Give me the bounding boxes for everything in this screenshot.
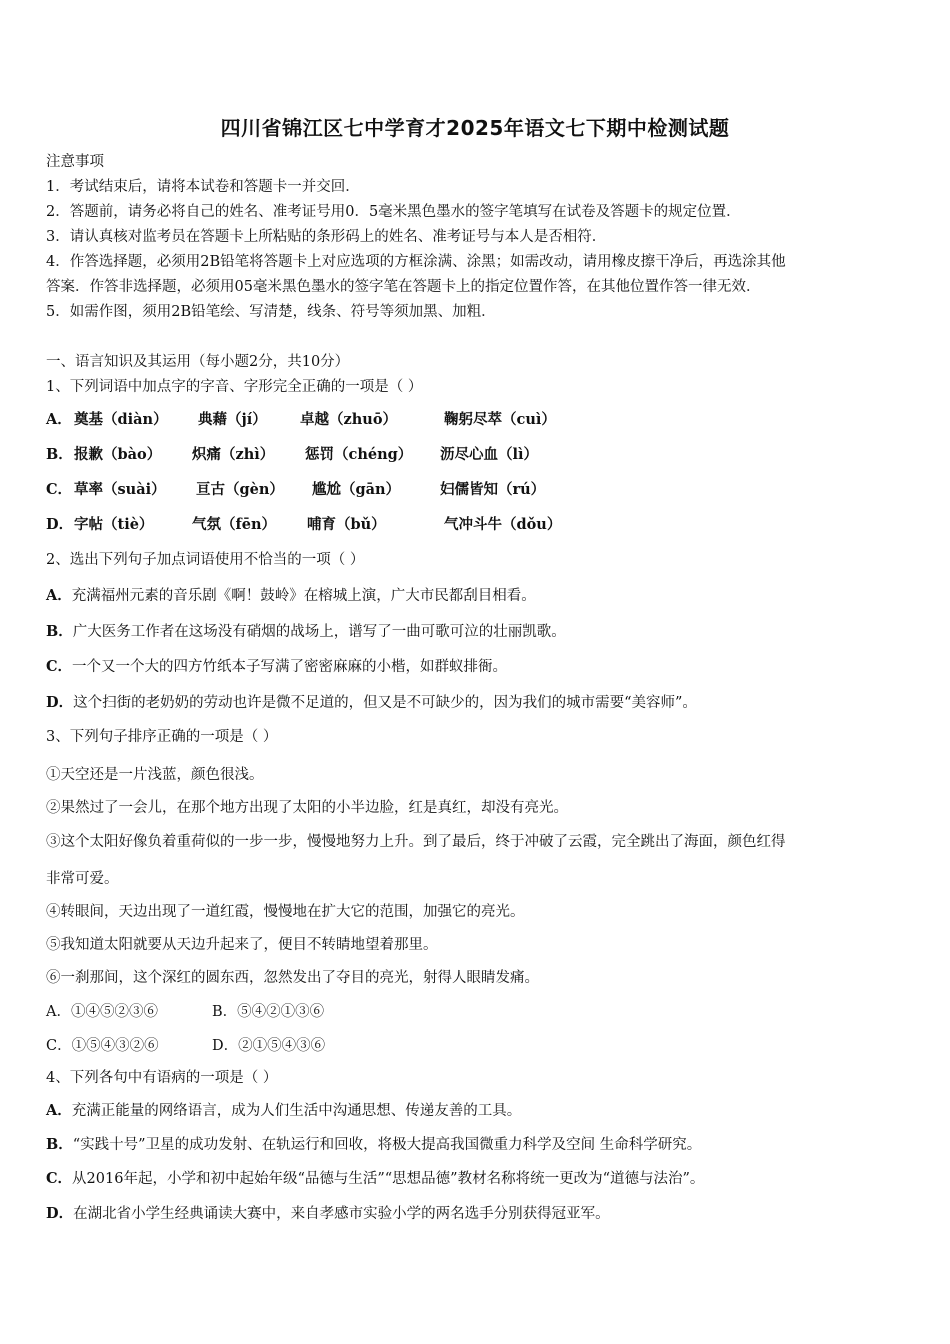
notice-heading: 注意事项 [46,154,104,170]
q1-option-c-word: 草率（suài） [74,481,166,498]
q2-option-text: 一个又一个大的四方竹纸本子写满了密密麻麻的小楷，如群蚁排衙。 [72,659,508,675]
q3-option-text: ①⑤④③②⑥ [71,1038,159,1054]
q1-option-d-label: D． [46,516,74,533]
q3-option-label: A． [46,1004,71,1020]
q3-option-label: D． [212,1038,239,1054]
q2-option-d [46,693,697,713]
q3-option-label: C． [46,1038,72,1054]
q2-option-a [46,586,536,606]
q4-option-label: D． [46,1205,74,1222]
q4-option-text: “实践十号”卫星的成功发射、在轨运行和回收，将极大提高我国微重力科学及空间 生命科学研究。 [72,1137,702,1153]
q3-sentence: ⑤我知道太阳就要从天边升起来了，便目不转睛地望着那里。 [46,937,438,953]
q1-option-c-word: 亘古（gèn） [196,481,284,498]
q1-option-b-word: 报歉（bào） [74,446,162,463]
q1-option-c-word: 妇儒皆知（rú） [440,481,546,498]
q1-option-d-word: 哺育（bǔ） [307,516,386,533]
notice-item: 3．请认真核对监考员在答题卡上所粘贴的条形码上的姓名、准考证号与本人是否相符． [46,229,607,245]
q4-option-text: 充满正能量的网络语言，成为人们生活中沟通思想、传递友善的工具。 [71,1103,522,1119]
q1-option-b-word: 炽痛（zhì） [192,446,275,463]
q1-option-d-word: 字帖（tiè） [74,516,154,533]
notice-item: 4．作答选择题，必须用2B铅笔将答题卡上对应选项的方框涂满、涂黑；如需改动，请用橡皮擦干净后，再选涂其他 [46,254,786,270]
q4-option-a [46,1101,521,1121]
notice-item: 1．考试结束后，请将本试卷和答题卡一并交回． [46,179,360,195]
page-title: 四川省锦江区七中学育才2025年语文七下期中检测试题 [220,116,730,140]
notice-item: 5．如需作图，须用2B铅笔绘、写清楚，线条、符号等须加黑、加粗． [46,304,496,320]
q2-option-label: B． [46,623,73,640]
q1-option-d-word: 气冲斗牛（dǒu） [444,516,562,533]
question-4-stem: 4、下列各句中有语病的一项是（ ） [46,1070,278,1086]
q3-sentence: ③这个太阳好像负着重荷似的一步一步，慢慢地努力上升。到了最后，终于冲破了云霞，完全跳出了海面，颜色红得 [46,834,786,850]
q4-option-c [46,1169,704,1189]
q2-option-label: D． [46,694,74,711]
q3-option-c [46,1036,159,1056]
q4-option-label: B． [46,1136,73,1153]
q3-option-text: ⑤④②①③⑥ [237,1004,325,1020]
q2-option-text: 广大医务工作者在这场没有硝烟的战场上，谱写了一曲可歌可泣的壮丽凯歌。 [72,624,566,640]
notice-item: 答案．作答非选择题，必须用05毫米黑色墨水的签字笔在答题卡上的指定位置作答，在其他位置作答一律无效． [46,279,761,295]
q1-option-c-label: C． [46,481,73,498]
q4-option-b [46,1135,701,1155]
notice-item: 2．答题前，请务必将自己的姓名、准考证号用0．5毫米黑色墨水的签字笔填写在试卷及答题卡的规定位置． [46,204,741,220]
q3-sentence: 非常可爱。 [46,871,119,887]
section-heading: 一、语言知识及其运用（每小题2分，共10分） [46,354,350,370]
q1-option-b-word: 沥尽心血（lì） [440,446,539,463]
q3-sentence: ②果然过了一会儿，在那个地方出现了太阳的小半边脸，红是真红，却没有亮光。 [46,800,568,816]
q4-option-label: A． [46,1102,72,1119]
q3-option-b [212,1002,324,1022]
q2-option-text: 这个扫街的老奶奶的劳动也许是微不足道的，但又是不可缺少的，因为我们的城市需要“美容师”。 [73,695,697,711]
q2-option-b [46,622,566,642]
q3-option-text: ②①⑤④③⑥ [238,1038,326,1054]
q4-option-d [46,1204,610,1224]
q3-sentence: ④转眼间，天边出现了一道红霞，慢慢地在扩大它的范围，加强它的亮光。 [46,904,525,920]
q1-option-a-word: 卓越（zhuō） [300,411,397,428]
question-2-stem: 2、选出下列句子加点词语使用不恰当的一项（ ） [46,552,365,568]
q2-option-c [46,657,507,677]
question-1-stem: 1、下列词语中加点字的字音、字形完全正确的一项是（ ） [46,379,423,395]
q1-option-d-word: 气氛（fēn） [192,516,277,533]
q3-sentence: ⑥一刹那间，这个深红的圆东西，忽然发出了夺目的亮光，射得人眼睛发痛。 [46,970,539,986]
q4-option-text: 从2016年起，小学和初中起始年级“品德与生活”“思想品德”教材名称将统一更改为“道德与法治”。 [72,1171,705,1187]
q3-sentence: ①天空还是一片浅蓝，颜色很浅。 [46,767,264,783]
q4-option-label: C． [46,1170,73,1187]
q2-option-label: A． [46,587,72,604]
q4-option-text: 在湖北省小学生经典诵读大赛中，来自孝感市实验小学的两名选手分别获得冠亚军。 [73,1206,610,1222]
q1-option-a-label: A． [46,411,72,428]
q3-option-a [46,1002,158,1022]
q3-option-d [212,1036,325,1056]
question-3-stem: 3、下列句子排序正确的一项是（ ） [46,729,278,745]
q2-option-label: C． [46,658,73,675]
q1-option-a-word: 奠基（diàn） [74,411,168,428]
q1-option-b-word: 惩罚（chéng） [305,446,413,463]
q1-option-a-word: 鞠躬尽萃（cuì） [444,411,556,428]
q1-option-b-label: B． [46,446,73,463]
q2-option-text: 充满福州元素的音乐剧《啊！鼓岭》在榕城上演，广大市民都刮目相看。 [71,588,536,604]
q3-option-label: B． [212,1004,238,1020]
q1-option-a-word: 典藉（jí） [198,411,267,428]
q3-option-text: ①④⑤②③⑥ [70,1004,158,1020]
q1-option-c-word: 尴尬（gān） [312,481,401,498]
